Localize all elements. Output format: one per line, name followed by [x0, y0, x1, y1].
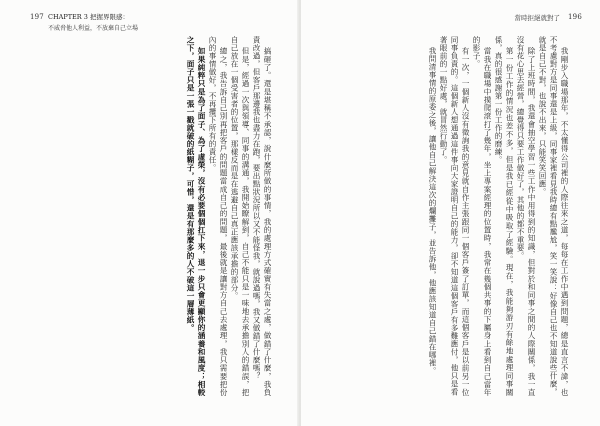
right-page-number: 196 [568, 13, 582, 21]
left-page [0, 0, 299, 426]
body-paragraph: 如果純粹只是為了面子、為了虛榮，沒有必要個個扛下來，退一步只會更顯你的涵養和風度；相較之下，面子只是一張一戳就破的紙糊子，可惜，還是有那麼多的人不破這一層薄紙。 [186, 36, 206, 396]
chapter-running-head [48, 12, 248, 32]
body-paragraph: 我剛步入職場那年，不太懂得公司裡的人際往來之道，每每在工作中遇到問題，總是直言不諱，也不考慮對方是同事還是上級，同事家裡看見我時總有點尷尬，笑一笑說：好像自己也不知道說些什麼，就是自己不對，也說不出來，只能笑笑回應。 [538, 36, 569, 396]
body-paragraph: 第一份工作的情況也差不多，但是我已經從中吸取了經驗。現在，我能夠游刃有餘地處理同事關係，真的很感謝第一份工作的磨練。 [494, 36, 514, 396]
left-body-text [37, 36, 273, 396]
chapter-label: CHAPTER 3 把握界限感： [48, 13, 129, 21]
body-paragraph: 當我在職場中摸爬滾打了幾年，坐上專案經理的位置時，我常在幾個共事的下屬身上看到自己當年的影子。 [472, 36, 492, 396]
body-paragraph: 但是，經過一次與領導、同事的溝通，我開始瞭解到，自己不能只是一味地去承擔別人的錯誤，把自己放在一個受害者的位置，那樣反而是在逃避自己真正應該承擔的部分。 [230, 36, 250, 396]
right-body-text [322, 36, 570, 396]
body-paragraph: 有一次，一個新人沒有徵詢我的意見就自作主張跟同一個客戶簽了訂單，而這個客戶是以前另一位同事負責的。這個新人想通過這件事向大家證明自己的能力，卻不知道這個客戶有多難應付，他只是看著眼前的一點好處，就冒然行動了。 [439, 36, 470, 396]
body-paragraph: 總之，我告訴自己別再把客戶的問題當成自己的問題，最後就是讓對方自己去處理，我只需要把份內的事情做好，不再攬下所有的責任。 [208, 36, 228, 396]
left-page-number: 197 [30, 13, 44, 21]
right-page [301, 0, 600, 426]
section-running-head: 當時拒絕就對了 [514, 14, 560, 22]
chapter-subtitle: 不威脅他人利益，不放棄自己立場 [48, 25, 139, 32]
body-paragraph: 搞砸了。還是堪稱不承認，說什麼所做的事情，我的處理方式確實有失當之處，做錯了什麼，我負責改過，但客戶那邊我也盡力在跑，要出點狀況所以又不能怪我，就說過嗎，我又做錯了什麼嗎？ [252, 36, 272, 396]
body-paragraph: 除了上班時間，我還會抽空學習一些工作中用得到的知識，但對於和同事之間的人際關係，我一直沒有花心思去經營，總覺得只要工作做好了，其他的都不重要。 [516, 36, 536, 396]
body-paragraph: 我問清事情的原委之後，讓他自己解決這次的爛攤子，並告訴他，他應該知道自己錯在哪裡。 [428, 46, 437, 375]
